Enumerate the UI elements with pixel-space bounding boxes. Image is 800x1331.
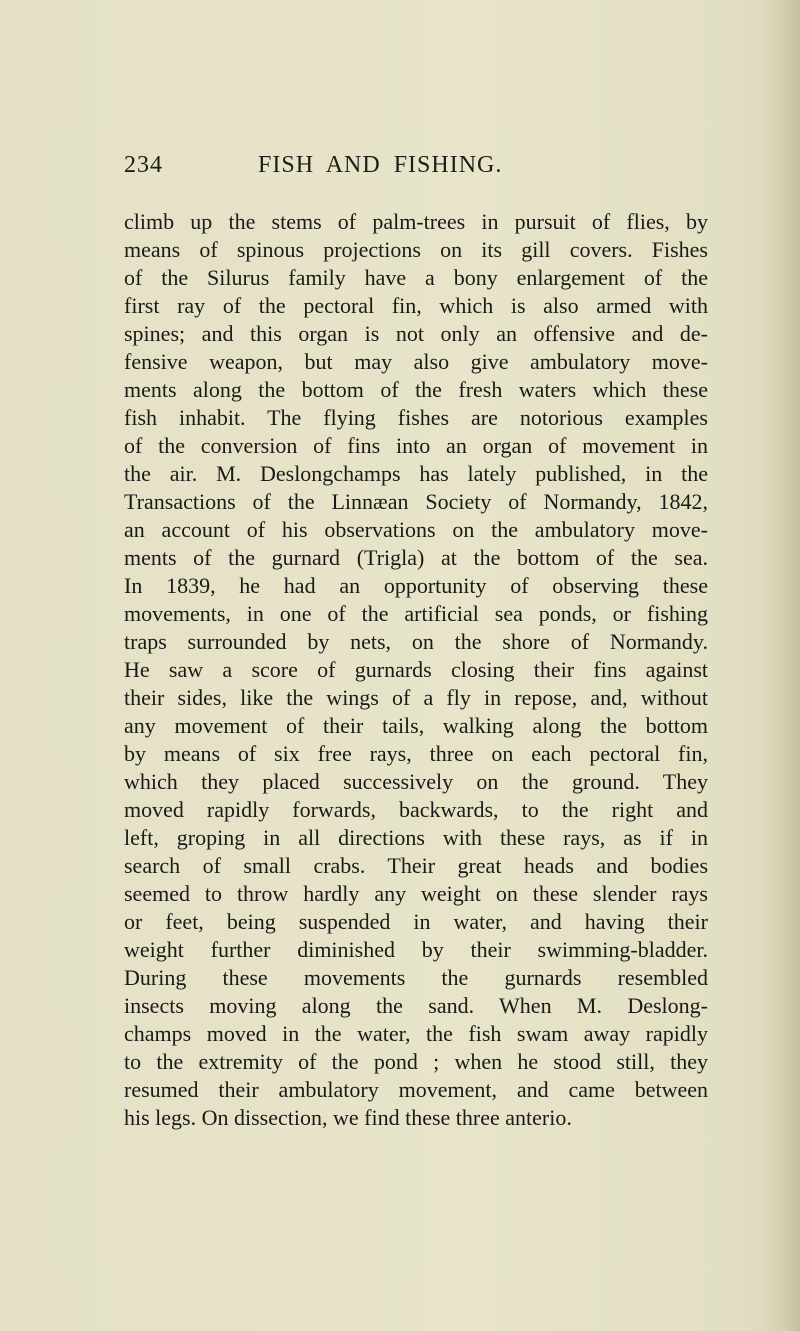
- text-line: resumed their ambulatory movement, and came between: [124, 1077, 708, 1102]
- text-line: moved rapidly forwards, backwards, to the right and: [124, 797, 708, 822]
- text-line: movements, in one of the artificial sea ponds, or fishing: [124, 601, 708, 626]
- text-line: weight further diminished by their swimming-bladder.: [124, 937, 708, 962]
- text-line: by means of six free rays, three on each pectoral fin,: [124, 741, 708, 766]
- text-line: champs moved in the water, the fish swam away rapidly: [124, 1021, 708, 1046]
- text-line: first ray of the pectoral fin, which is also armed with: [124, 293, 708, 318]
- text-line: left, groping in all directions with these rays, as if in: [124, 825, 708, 850]
- text-line: seemed to throw hardly any weight on these slender rays: [124, 881, 708, 906]
- body-text: [124, 208, 708, 1132]
- page-edge-shadow: [760, 0, 800, 1331]
- text-line: of the Silurus family have a bony enlargement of the: [124, 265, 708, 290]
- page-number: 234: [124, 152, 163, 178]
- text-line: ments of the gurnard (Trigla) at the bottom of the sea.: [124, 545, 708, 570]
- text-line: climb up the stems of palm-trees in pursuit of flies, by: [124, 209, 708, 234]
- text-line: to the extremity of the pond ; when he stood still, they: [124, 1049, 708, 1074]
- text-line: the air. M. Deslongchamps has lately published, in the: [124, 461, 708, 486]
- text-line: ments along the bottom of the fresh waters which these: [124, 377, 708, 402]
- text-line: fensive weapon, but may also give ambulatory move-: [124, 349, 708, 374]
- text-line: traps surrounded by nets, on the shore of Normandy.: [124, 629, 708, 654]
- text-line: an account of his observations on the ambulatory move-: [124, 517, 708, 542]
- text-line: of the conversion of fins into an organ of movement in: [124, 433, 708, 458]
- text-line: He saw a score of gurnards closing their fins against: [124, 657, 708, 682]
- page-header: [124, 152, 702, 192]
- text-line: Transactions of the Linnæan Society of Normandy, 1842,: [124, 489, 708, 514]
- text-line: In 1839, he had an opportunity of observing these: [124, 573, 708, 598]
- text-line: spines; and this organ is not only an offensive and de-: [124, 321, 708, 346]
- text-line: their sides, like the wings of a fly in repose, and, without: [124, 685, 708, 710]
- text-line: search of small crabs. Their great heads and bodies: [124, 853, 708, 878]
- text-line: fish inhabit. The flying fishes are notorious examples: [124, 405, 708, 430]
- text-line: means of spinous projections on its gill covers. Fishes: [124, 237, 708, 262]
- running-title: FISH AND FISHING.: [258, 152, 503, 178]
- text-line: which they placed successively on the ground. They: [124, 769, 708, 794]
- text-line: his legs. On dissection, we find these three anterio.: [124, 1105, 572, 1130]
- text-line: any movement of their tails, walking along the bottom: [124, 713, 708, 738]
- text-line: insects moving along the sand. When M. Deslong-: [124, 993, 708, 1018]
- text-line: or feet, being suspended in water, and having their: [124, 909, 708, 934]
- text-line: During these movements the gurnards resembled: [124, 965, 708, 990]
